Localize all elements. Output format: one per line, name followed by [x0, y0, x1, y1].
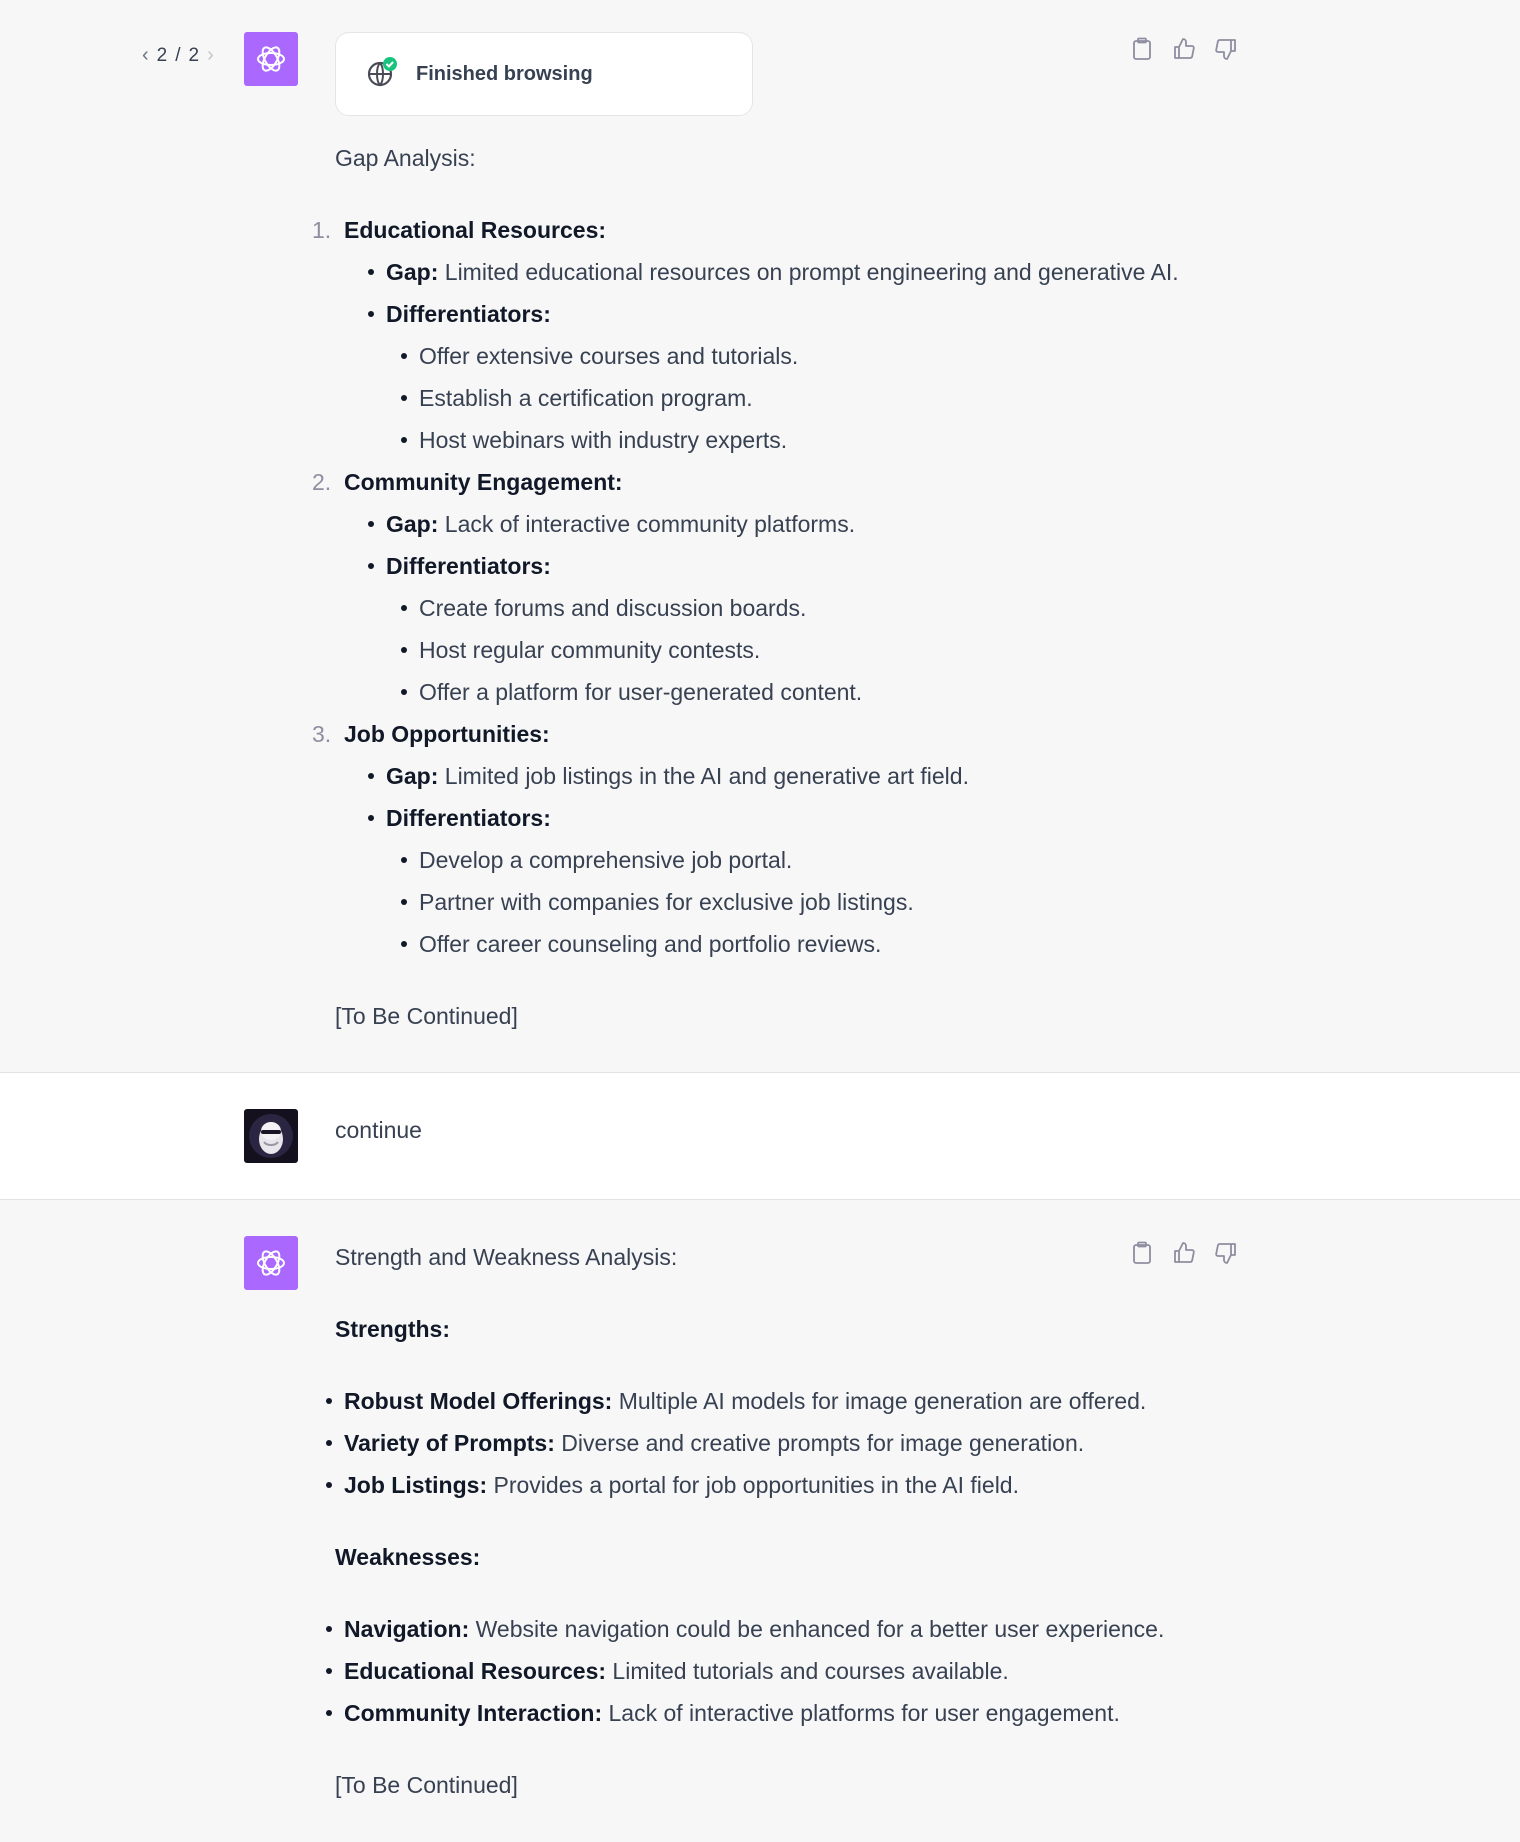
weakness-label: Educational Resources: — [344, 1658, 607, 1684]
strengths-title: Strengths: — [335, 1316, 450, 1342]
differentiator-item — [386, 419, 1260, 461]
differentiators-line — [344, 797, 1260, 965]
user-message-text: continue — [335, 1117, 422, 1143]
gap-text: Limited job listings in the AI and generative art field. — [444, 763, 969, 789]
bullet — [401, 899, 407, 905]
weakness-item — [335, 1608, 1260, 1650]
strength-item — [335, 1380, 1260, 1422]
list-number: 1. — [312, 217, 332, 243]
differentiators-label: Differentiators: — [386, 301, 551, 327]
gap-text: Lack of interactive community platforms. — [444, 511, 856, 537]
to-be-continued: [To Be Continued] — [335, 1003, 518, 1029]
differentiator-text: Host webinars with industry experts. — [419, 427, 788, 453]
weakness-label: Navigation: — [344, 1616, 470, 1642]
gap-line — [344, 251, 1260, 293]
weaknesses-title: Weaknesses: — [335, 1544, 481, 1570]
browsing-status-card[interactable] — [335, 32, 753, 116]
response-pager — [142, 44, 214, 67]
bullet — [401, 395, 407, 401]
differentiator-item — [386, 377, 1260, 419]
strength-item — [335, 1464, 1260, 1506]
gap-text: Limited educational resources on prompt engineering and generative AI. — [444, 259, 1179, 285]
bullet — [326, 1710, 332, 1716]
gap-item-title: Job Opportunities: — [344, 721, 550, 747]
chevron-right-icon[interactable]: › — [207, 44, 214, 66]
user-turn — [0, 1072, 1520, 1200]
user-avatar-icon — [244, 1109, 298, 1163]
bullet — [401, 647, 407, 653]
strength-label: Variety of Prompts: — [344, 1430, 555, 1456]
bullet — [401, 857, 407, 863]
to-be-continued: [To Be Continued] — [335, 1772, 518, 1798]
bullet — [368, 815, 374, 821]
gap-line — [344, 503, 1260, 545]
differentiator-text: Develop a comprehensive job portal. — [419, 847, 793, 873]
message-actions — [1128, 35, 1240, 63]
differentiator-text: Offer career counseling and portfolio reviews. — [419, 931, 882, 957]
weakness-text: Website navigation could be enhanced for a better user experience. — [475, 1616, 1165, 1642]
gap-item-title: Community Engagement: — [344, 469, 623, 495]
weakness-label: Community Interaction: — [344, 1700, 603, 1726]
gap-item — [312, 713, 1260, 965]
strength-text: Diverse and creative prompts for image generation. — [561, 1430, 1085, 1456]
gap-item — [312, 209, 1260, 461]
differentiator-text: Partner with companies for exclusive job listings. — [419, 889, 914, 915]
weakness-item — [335, 1692, 1260, 1734]
differentiator-text: Host regular community contests. — [419, 637, 761, 663]
assistant-message-body — [335, 1236, 1260, 1806]
strength-label: Robust Model Offerings: — [344, 1388, 613, 1414]
differentiators-label: Differentiators: — [386, 553, 551, 579]
differentiator-item — [386, 587, 1260, 629]
bullet — [368, 521, 374, 527]
bullet — [368, 311, 374, 317]
assistant-message-body — [312, 137, 1260, 1037]
bullet — [401, 941, 407, 947]
browsing-status-label: Finished browsing — [416, 62, 593, 85]
strength-text: Multiple AI models for image generation are offered. — [618, 1388, 1147, 1414]
bullet — [401, 605, 407, 611]
strength-text: Provides a portal for job opportunities in the AI field. — [493, 1472, 1019, 1498]
bullet — [326, 1668, 332, 1674]
bullet — [401, 437, 407, 443]
bullet — [401, 353, 407, 359]
differentiator-item — [386, 671, 1260, 713]
gap-label: Gap: — [386, 259, 439, 285]
gap-label: Gap: — [386, 763, 439, 789]
weakness-text: Lack of interactive platforms for user engagement. — [608, 1700, 1120, 1726]
differentiator-item — [386, 839, 1260, 881]
weakness-text: Limited tutorials and courses available. — [612, 1658, 1009, 1684]
list-number: 3. — [312, 721, 332, 747]
bullet — [326, 1398, 332, 1404]
differentiators-line — [344, 545, 1260, 713]
openai-logo-icon — [244, 32, 298, 86]
globe-check-icon — [366, 56, 398, 93]
bullet — [368, 269, 374, 275]
user-message-body — [335, 1109, 1260, 1151]
gap-item-title: Educational Resources: — [344, 217, 607, 243]
swot-heading: Strength and Weakness Analysis: — [335, 1244, 678, 1270]
bullet — [401, 689, 407, 695]
clipboard-icon[interactable] — [1128, 35, 1156, 63]
strength-item — [335, 1422, 1260, 1464]
weaknesses-list — [335, 1608, 1260, 1734]
gap-label: Gap: — [386, 511, 439, 537]
chevron-left-icon[interactable]: ‹ — [142, 44, 149, 66]
differentiators-line — [344, 293, 1260, 461]
pager-current: 2 — [156, 44, 168, 66]
strengths-list — [335, 1380, 1260, 1506]
differentiator-text: Offer extensive courses and tutorials. — [419, 343, 799, 369]
list-number: 2. — [312, 469, 332, 495]
pager-separator: / — [175, 44, 181, 66]
differentiator-item — [386, 335, 1260, 377]
differentiator-item — [386, 923, 1260, 965]
differentiator-text: Offer a platform for user-generated content. — [419, 679, 863, 705]
bullet — [326, 1482, 332, 1488]
gap-analysis-heading: Gap Analysis: — [335, 145, 476, 171]
thumbs-down-icon[interactable] — [1212, 35, 1240, 63]
bullet — [326, 1440, 332, 1446]
weakness-item — [335, 1650, 1260, 1692]
differentiator-text: Create forums and discussion boards. — [419, 595, 807, 621]
bullet — [326, 1626, 332, 1632]
openai-logo-icon — [244, 1236, 298, 1290]
differentiators-label: Differentiators: — [386, 805, 551, 831]
differentiator-text: Establish a certification program. — [419, 385, 753, 411]
pager-total: 2 — [188, 44, 200, 66]
differentiator-item — [386, 881, 1260, 923]
gap-list — [312, 209, 1260, 965]
thumbs-up-icon[interactable] — [1170, 35, 1198, 63]
gap-item — [312, 461, 1260, 713]
assistant-turn-swot — [0, 1200, 1520, 1842]
bullet — [368, 563, 374, 569]
bullet — [368, 773, 374, 779]
differentiator-item — [386, 629, 1260, 671]
gap-line — [344, 755, 1260, 797]
strength-label: Job Listings: — [344, 1472, 488, 1498]
